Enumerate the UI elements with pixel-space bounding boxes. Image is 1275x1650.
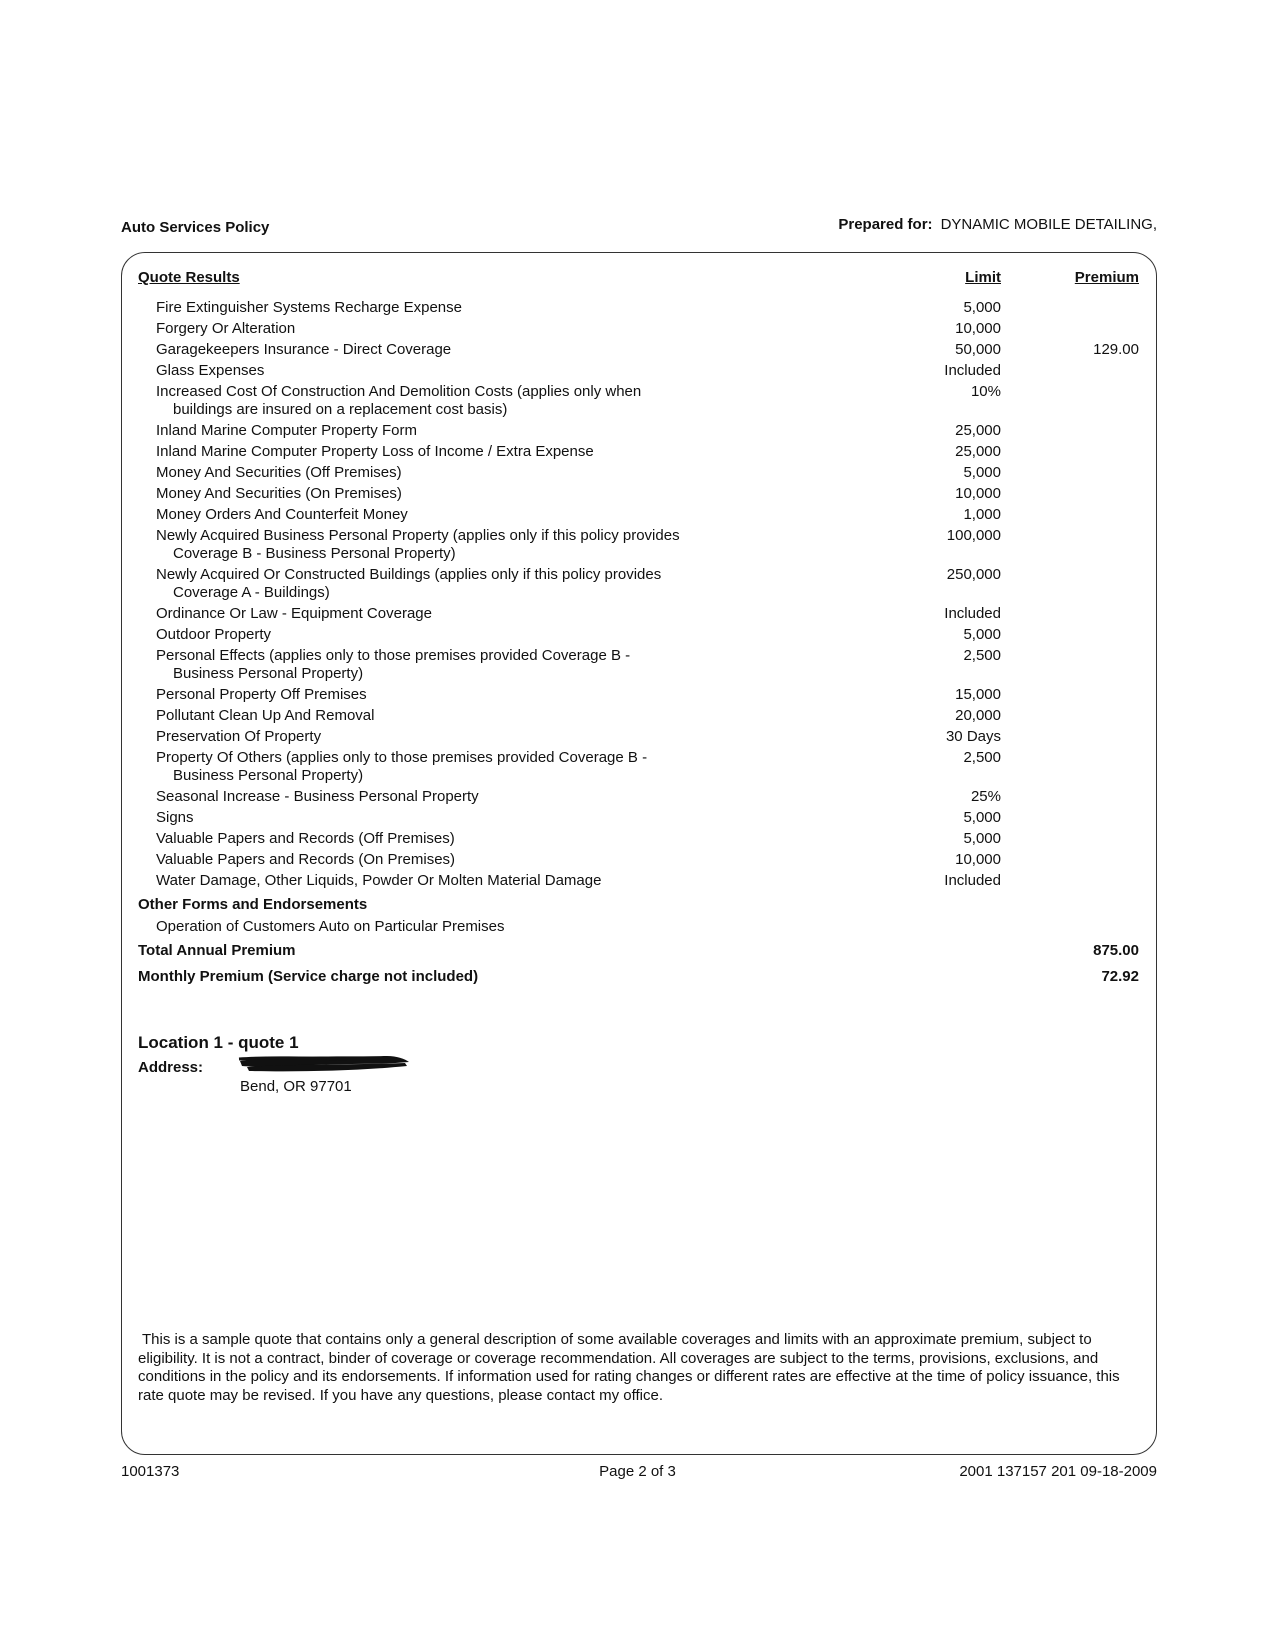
prepared-for — [838, 216, 1157, 233]
premium-header: Premium — [1074, 269, 1139, 286]
coverage-limit: Included — [944, 362, 1001, 379]
coverage-limit: 5,000 — [963, 299, 1001, 316]
address-label: Address: — [138, 1059, 204, 1076]
coverage-limit: Included — [944, 605, 1001, 622]
table-row — [122, 686, 1156, 707]
coverage-name: Ordinance Or Law - Equipment Coverage — [156, 605, 432, 622]
coverage-limit: 50,000 — [955, 341, 1001, 358]
coverage-limit: 15,000 — [955, 686, 1001, 703]
coverage-name: Money Orders And Counterfeit Money — [156, 506, 408, 523]
coverage-name: Signs — [156, 809, 194, 826]
table-row — [122, 872, 1156, 893]
coverage-limit: 10% — [970, 383, 1001, 400]
coverage-name: Money And Securities (Off Premises) — [156, 464, 402, 481]
coverage-name: Valuable Papers and Records (On Premises) — [156, 851, 456, 868]
table-row — [122, 506, 1156, 527]
coverage-name: Money And Securities (On Premises) — [156, 485, 402, 502]
coverage-limit: 5,000 — [963, 809, 1001, 826]
endorsement-item: Operation of Customers Auto on Particular Premises — [156, 918, 505, 935]
table-row — [122, 830, 1156, 851]
table-row — [122, 707, 1156, 728]
coverage-limit: 1,000 — [963, 506, 1001, 523]
coverage-name: Water Damage, Other Liquids, Powder Or Molten Material Damage — [156, 872, 602, 889]
redaction-mark — [237, 1053, 412, 1075]
table-row — [122, 527, 1156, 566]
table-row — [122, 728, 1156, 749]
table-row — [122, 605, 1156, 626]
coverage-limit: 25,000 — [955, 422, 1001, 439]
table-row — [122, 443, 1156, 464]
coverage-name: Glass Expenses — [156, 362, 265, 379]
table-row — [122, 485, 1156, 506]
table-row — [122, 383, 1156, 422]
total-annual-premium-label: Total Annual Premium — [138, 942, 296, 959]
coverage-name: Personal Property Off Premises — [156, 686, 367, 703]
coverage-limit: 2,500 — [963, 749, 1001, 766]
coverage-premium: 129.00 — [1093, 341, 1139, 358]
table-row — [122, 851, 1156, 872]
coverage-name: Newly Acquired Business Personal Property (applies only if this policy provides Coverage B - Business Personal Property) — [156, 527, 680, 562]
table-row — [122, 788, 1156, 809]
table-row — [122, 422, 1156, 443]
footer-doc-number: 1001373 — [121, 1463, 180, 1480]
coverage-limit: 100,000 — [946, 527, 1001, 544]
coverage-name: Pollutant Clean Up And Removal — [156, 707, 375, 724]
table-row — [122, 299, 1156, 320]
coverage-name: Garagekeepers Insurance - Direct Coverage — [156, 341, 452, 358]
coverage-name: Fire Extinguisher Systems Recharge Expense — [156, 299, 462, 316]
coverage-list — [122, 299, 1156, 893]
table-row — [122, 341, 1156, 362]
address-city-line: Bend, OR 97701 — [240, 1078, 352, 1095]
coverage-name: Preservation Of Property — [156, 728, 322, 745]
coverage-limit: 2,500 — [963, 647, 1001, 664]
table-row — [122, 809, 1156, 830]
total-annual-premium-value: 875.00 — [1093, 942, 1139, 959]
coverage-name: Increased Cost Of Construction And Demolition Costs (applies only when buildings are insured on a replacement cost basis) — [156, 383, 642, 418]
coverage-limit: 10,000 — [955, 485, 1001, 502]
coverage-name: Valuable Papers and Records (Off Premises) — [156, 830, 455, 847]
other-forms-title: Other Forms and Endorsements — [138, 896, 368, 913]
coverage-limit: 5,000 — [963, 830, 1001, 847]
table-row — [122, 464, 1156, 485]
policy-title: Auto Services Policy — [121, 219, 270, 236]
location-title: Location 1 - quote 1 — [138, 1033, 299, 1052]
coverage-limit: 10,000 — [955, 851, 1001, 868]
prepared-for-name: DYNAMIC MOBILE DETAILING, — [940, 216, 1157, 233]
coverage-limit: 20,000 — [955, 707, 1001, 724]
coverage-name: Personal Effects (applies only to those premises provided Coverage B - Business Personal Property) — [156, 647, 631, 682]
disclaimer-text: This is a sample quote that contains only a general description of some available coverages and limits with an approximate premium, subject to eligibility. It is not a contract, binder of coverage or coverage recommendation. All coverages are subject to the terms, provisions, exclusions, and conditions in the policy and its endorsements. If information used for rating changes or different rates are effective at the time of policy issuance, this rate quote may be revised. If you have any questions, please contact my office. — [138, 1331, 1120, 1404]
footer-page-number: Page 2 of 3 — [599, 1463, 676, 1480]
coverage-name: Inland Marine Computer Property Loss of Income / Extra Expense — [156, 443, 594, 460]
table-row — [122, 626, 1156, 647]
table-row — [122, 749, 1156, 788]
table-row — [122, 566, 1156, 605]
table-row — [122, 320, 1156, 341]
quote-panel — [121, 252, 1157, 1455]
coverage-limit: 5,000 — [963, 626, 1001, 643]
coverage-limit: 5,000 — [963, 464, 1001, 481]
coverage-limit: 25% — [970, 788, 1001, 805]
coverage-name: Seasonal Increase - Business Personal Property — [156, 788, 479, 805]
coverage-limit: Included — [944, 872, 1001, 889]
table-row — [122, 362, 1156, 383]
coverage-limit: 250,000 — [946, 566, 1001, 583]
coverage-limit: 10,000 — [955, 320, 1001, 337]
quote-results-header: Quote Results — [138, 269, 240, 286]
monthly-premium-label: Monthly Premium (Service charge not included) — [138, 968, 479, 985]
monthly-premium-value: 72.92 — [1101, 968, 1139, 985]
footer-reference: 2001 137157 201 09-18-2009 — [959, 1463, 1157, 1480]
table-row — [122, 647, 1156, 686]
coverage-name: Outdoor Property — [156, 626, 272, 643]
prepared-for-label: Prepared for: — [838, 216, 933, 233]
coverage-limit: 30 Days — [945, 728, 1001, 745]
coverage-name: Newly Acquired Or Constructed Buildings (applies only if this policy provides Coverage A - Buildings) — [156, 566, 662, 601]
coverage-name: Inland Marine Computer Property Form — [156, 422, 417, 439]
coverage-limit: 25,000 — [955, 443, 1001, 460]
limit-header: Limit — [965, 269, 1001, 286]
coverage-name: Forgery Or Alteration — [156, 320, 296, 337]
coverage-name: Property Of Others (applies only to those premises provided Coverage B - Business Personal Property) — [156, 749, 648, 784]
